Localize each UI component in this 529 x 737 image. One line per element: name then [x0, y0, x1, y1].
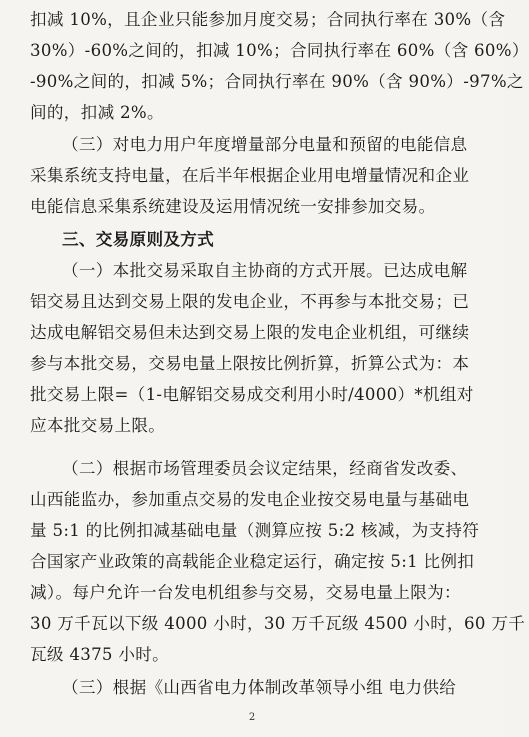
text-line: 达成电解铝交易但未达到交易上限的发电企业机组，可继续: [30, 323, 470, 342]
text-line: 应本批交易上限。: [30, 416, 166, 435]
paragraph-first-line: （一）本批交易采取自主协商的方式开展。已达成电解: [62, 261, 468, 280]
text-line: 扣减 10%，且企业只能参加月度交易；合同执行率在 30%（含: [30, 10, 506, 29]
text-line: 铝交易且达到交易上限的发电企业，不再参与本批交易；已: [30, 292, 470, 311]
text-line: 间的，扣减 2%。: [30, 103, 164, 122]
text-line: -90%之间的，扣减 5%；合同执行率在 90%（含 90%）-97%之: [30, 72, 524, 91]
text-line: 参与本批交易，交易电量上限按比例折算，折算公式为：本: [30, 354, 470, 373]
section-heading: 三、交易原则及方式: [62, 229, 215, 249]
text-line: 山西能监办，参加重点交易的发电企业按交易电量与基础电: [30, 490, 470, 509]
paragraph-first-line: （二）根据市场管理委员会议定结果，经商省发改委、: [62, 459, 468, 478]
text-line: 电能信息采集系统建设及运用情况统一安排参加交易。: [30, 197, 436, 216]
text-line: 30 万千瓦以下级 4000 小时，30 万千瓦级 4500 小时，60 万千: [30, 614, 526, 633]
text-line: 量 5:1 的比例扣减基础电量（测算应按 5:2 核减，为支持符: [30, 521, 480, 540]
paragraph-first-line: （三）根据《山西省电力体制改革领导小组 电力供给: [62, 678, 457, 697]
text-line: 瓦级 4375 小时。: [30, 645, 170, 664]
page-number: 2: [248, 712, 256, 723]
paragraph-first-line: （三）对电力用户年度增量部分电量和预留的电能信息: [62, 135, 468, 154]
text-line: 合国家产业政策的高载能企业稳定运行，确定按 5:1 比例扣: [30, 552, 475, 571]
text-line: 采集系统支持电量，在后半年根据企业用电增量情况和企业: [30, 166, 470, 185]
text-line: 30%）-60%之间的，扣减 10%；合同执行率在 60%（含 60%）: [30, 41, 529, 60]
text-line: 批交易上限=（1-电解铝交易成交利用小时/4000）*机组对: [30, 385, 474, 404]
text-line: 减）。每户允许一台发电机组参与交易，交易电量上限为：: [30, 583, 461, 602]
